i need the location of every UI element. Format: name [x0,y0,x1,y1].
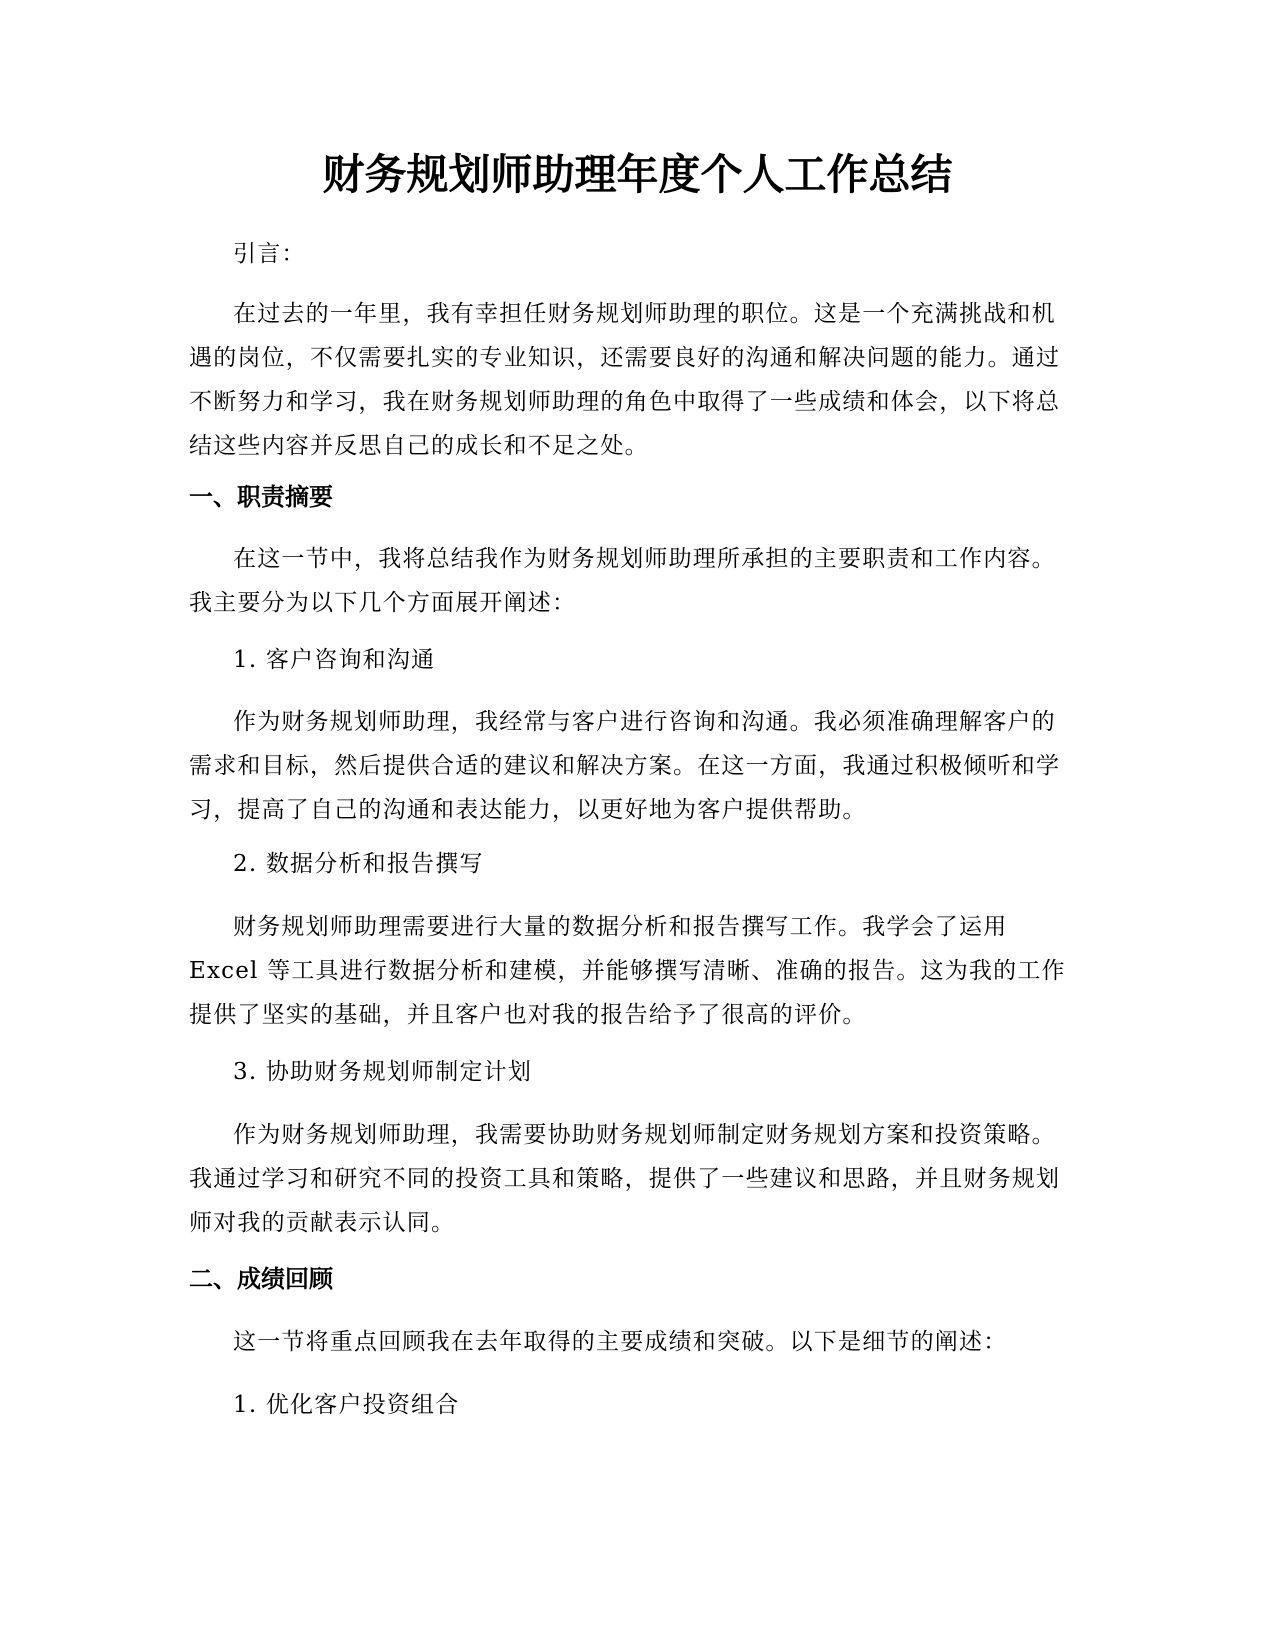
paragraph-line: 我通过学习和研究不同的投资工具和策略，提供了一些建议和思路，并且财务规划 [189,1166,1061,1192]
paragraph-line: 我主要分为以下几个方面展开阐述： [189,590,577,616]
paragraph-line: 师对我的贡献表示认同。 [189,1210,456,1236]
paragraph-line: 财务规划师助理需要进行大量的数据分析和报告撰写工作。我学会了运用 [233,914,1008,940]
paragraph-line: 提供了坚实的基础，并且客户也对我的报告给予了很高的评价。 [189,1002,867,1028]
item-paragraph-data-analysis [189,905,1089,1037]
paragraph-line: 不断努力和学习，我在财务规划师助理的角色中取得了一些成绩和体会，以下将总 [189,389,1061,415]
item-title-client-consulting: 1. 客户咨询和沟通 [233,647,436,673]
paragraph-line: 在过去的一年里，我有幸担任财务规划师助理的职位。这是一个充满挑战和机 [233,301,1056,327]
section-heading-achievements: 二、成绩回顾 [189,1265,333,1293]
paragraph-line: 遇的岗位，不仅需要扎实的专业知识，还需要良好的沟通和解决问题的能力。通过 [189,345,1061,371]
paragraph-line: 结这些内容并反思自己的成长和不足之处。 [189,433,649,459]
paragraph-line: 习，提高了自己的沟通和表达能力，以更好地为客户提供帮助。 [189,797,867,823]
item-title-optimize-portfolio: 1. 优化客户投资组合 [233,1392,460,1418]
document-title: 财务规划师助理年度个人工作总结 [322,150,953,199]
paragraph-line: 在这一节中，我将总结我作为财务规划师助理所承担的主要职责和工作内容。 [233,546,1056,572]
item-paragraph-client-consulting [189,700,1089,832]
section-heading-responsibilities: 一、职责摘要 [189,483,333,511]
paragraph-line: 作为财务规划师助理，我需要协助财务规划师制定财务规划方案和投资策略。 [233,1122,1056,1148]
paragraph-line: 作为财务规划师助理，我经常与客户进行咨询和沟通。我必须准确理解客户的 [233,709,1056,735]
paragraph-line: 需求和目标，然后提供合适的建议和解决方案。在这一方面，我通过积极倾听和学 [189,753,1061,779]
item-title-data-analysis: 2. 数据分析和报告撰写 [233,851,484,877]
item-title-assist-planner: 3. 协助财务规划师制定计划 [233,1059,533,1085]
section2-intro-paragraph: 这一节将重点回顾我在去年取得的主要成绩和突破。以下是细节的阐述： [233,1329,1008,1355]
item-paragraph-assist-planner [189,1113,1089,1245]
intro-label: 引言： [233,241,306,267]
intro-paragraph [189,292,1089,468]
paragraph-line: Excel 等工具进行数据分析和建模，并能够撰写清晰、准确的报告。这为我的工作 [189,958,1066,984]
section1-intro-paragraph [189,537,1089,625]
